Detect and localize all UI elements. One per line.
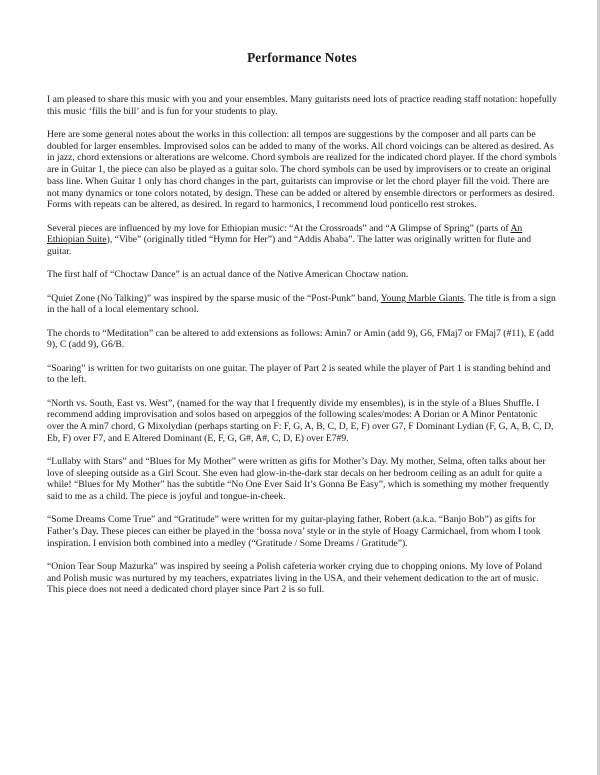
paragraph-3 — [47, 223, 557, 258]
paragraph-text: “Quiet Zone (No Talking)” was inspired by the sparse music of the “Post-Punk” band, — [47, 292, 381, 304]
paragraph-text: “Some Dreams Come True” and “Gratitude” were written for my guitar-playing father, Robert (a.k.a. “Banjo Bob”) as gifts for Father’s Day. These pieces can either be played in the ‘bossa nova’ style or in the style of Hoagy Carmichael, from whom I took inspiration. I envision both combined into a medley (“Gratitude / Some Dreams / Gratitude”). — [47, 514, 541, 549]
document-body — [47, 94, 557, 608]
paragraph-text: “Onion Tear Soup Mazurka” was inspired by seeing a Polish cafeteria worker crying due to chopping onions. My love of Poland and Polish music was nurtured by my teachers, expatriates living in the USA, and their vehement dedication to the art of music. This piece does not need a dedicated chord player since Part 2 is so full. — [47, 561, 542, 596]
paragraph-text: “Soaring” is written for two guitarists on one guitar. The player of Part 2 is seated while the player of Part 1 is standing behind and to the left. — [47, 362, 551, 386]
paragraph-10 — [47, 514, 557, 549]
paragraph-text: I am pleased to share this music with you and your ensembles. Many guitarists need lots of practice reading staff notation: hopefully this music ‘fills the bill’ and is fun for your students to play. — [47, 94, 557, 117]
paragraph-text: “Lullaby with Stars” and “Blues for My Mother” were written as gifts for Mother’s Day. My mother, Selma, often talks about her love of sleeping outside as a Girl Scout. She even had glow-in-the-dark star decals on her bedroom ceiling as an adult for quite a while! “Blues for My Mother” has the subtitle “No One Ever Said It’s Gonna Be Easy”, which is something my mother frequently said to me as a child. The piece is joyful and tongue-in-cheek. — [47, 455, 549, 503]
paragraph-7 — [47, 363, 557, 386]
paragraph-text: The first half of “Choctaw Dance” is an actual dance of the Native American Choctaw nation. — [47, 269, 409, 281]
paragraph-1 — [47, 94, 557, 117]
underlined-title: Young Marble Giants — [380, 292, 464, 304]
paragraph-5 — [47, 293, 557, 316]
paragraph-text: . The title is from a sign in the hall of a local elementary school. — [47, 292, 556, 316]
paragraph-8 — [47, 398, 557, 445]
page-title: Performance Notes — [247, 50, 357, 65]
paragraph-11 — [47, 561, 557, 596]
paragraph-2 — [47, 129, 557, 211]
paragraph-text: ), “Vibe” (originally titled “Hymn for Her”) and “Addis Ababa”. The latter was originally written for flute and guitar. — [47, 234, 532, 257]
underlined-title: An Ethiopian Suite — [47, 222, 523, 246]
paragraph-text: Here are some general notes about the works in this collection: all tempos are suggestions by the composer and all parts can be doubled for larger ensembles. Improvised solos can be added to many of the works. All chord voicings can be altered as desired. As in jazz, chord extensions or alterations are welcome. Chord symbols are realized for the indicated chord player. If the chord symbols are in Guitar 1, the piece can also be played as a guitar solo. The chord symbols can be used by improvisers or to create an original bass line. When Guitar 1 only has chord changes in the part, guitarists can improvise or let the chord player fill the void. There are not many dynamics or tone colors notated, by design. These can be added or altered by ensemble directors or performers as desired. Forms with repeats can be altered, as desired. In regard to harmonics, I recommend loud ponticello rest strokes. — [47, 129, 557, 211]
paragraph-text: The chords to “Meditation” can be altered to add extensions as follows: Amin7 or Amin (add 9), G6, FMaj7 or FMaj7 (#11), E (add 9), C (add 9), G6/B. — [47, 327, 554, 351]
paragraph-text: “North vs. South, East vs. West”, (named for the way that I frequently divide my ensembles), is in the style of a Blues Shuffle. I recommend adding improvisation and solos based on arpeggios of the following scales/modes: A Dorian or A Minor Pentatonic over the A min7 chord, G Mixolydian (perhaps starting on F: F, G, A, B, C, D, E, F) over G7, F Dominant Lydian (F, G, A, B, C, D, Eb, F) over F7, and E Altered Dominant (E, F, G, G#, A#, C, D, E) over E7#9. — [47, 397, 554, 444]
paragraph-9 — [47, 456, 557, 503]
paragraph-text: Several pieces are influenced by my love for Ethiopian music: “At the Crossroads” and “A Glimpse of Spring” (parts of — [47, 222, 511, 234]
paragraph-4 — [47, 269, 557, 281]
paragraph-6 — [47, 328, 557, 351]
